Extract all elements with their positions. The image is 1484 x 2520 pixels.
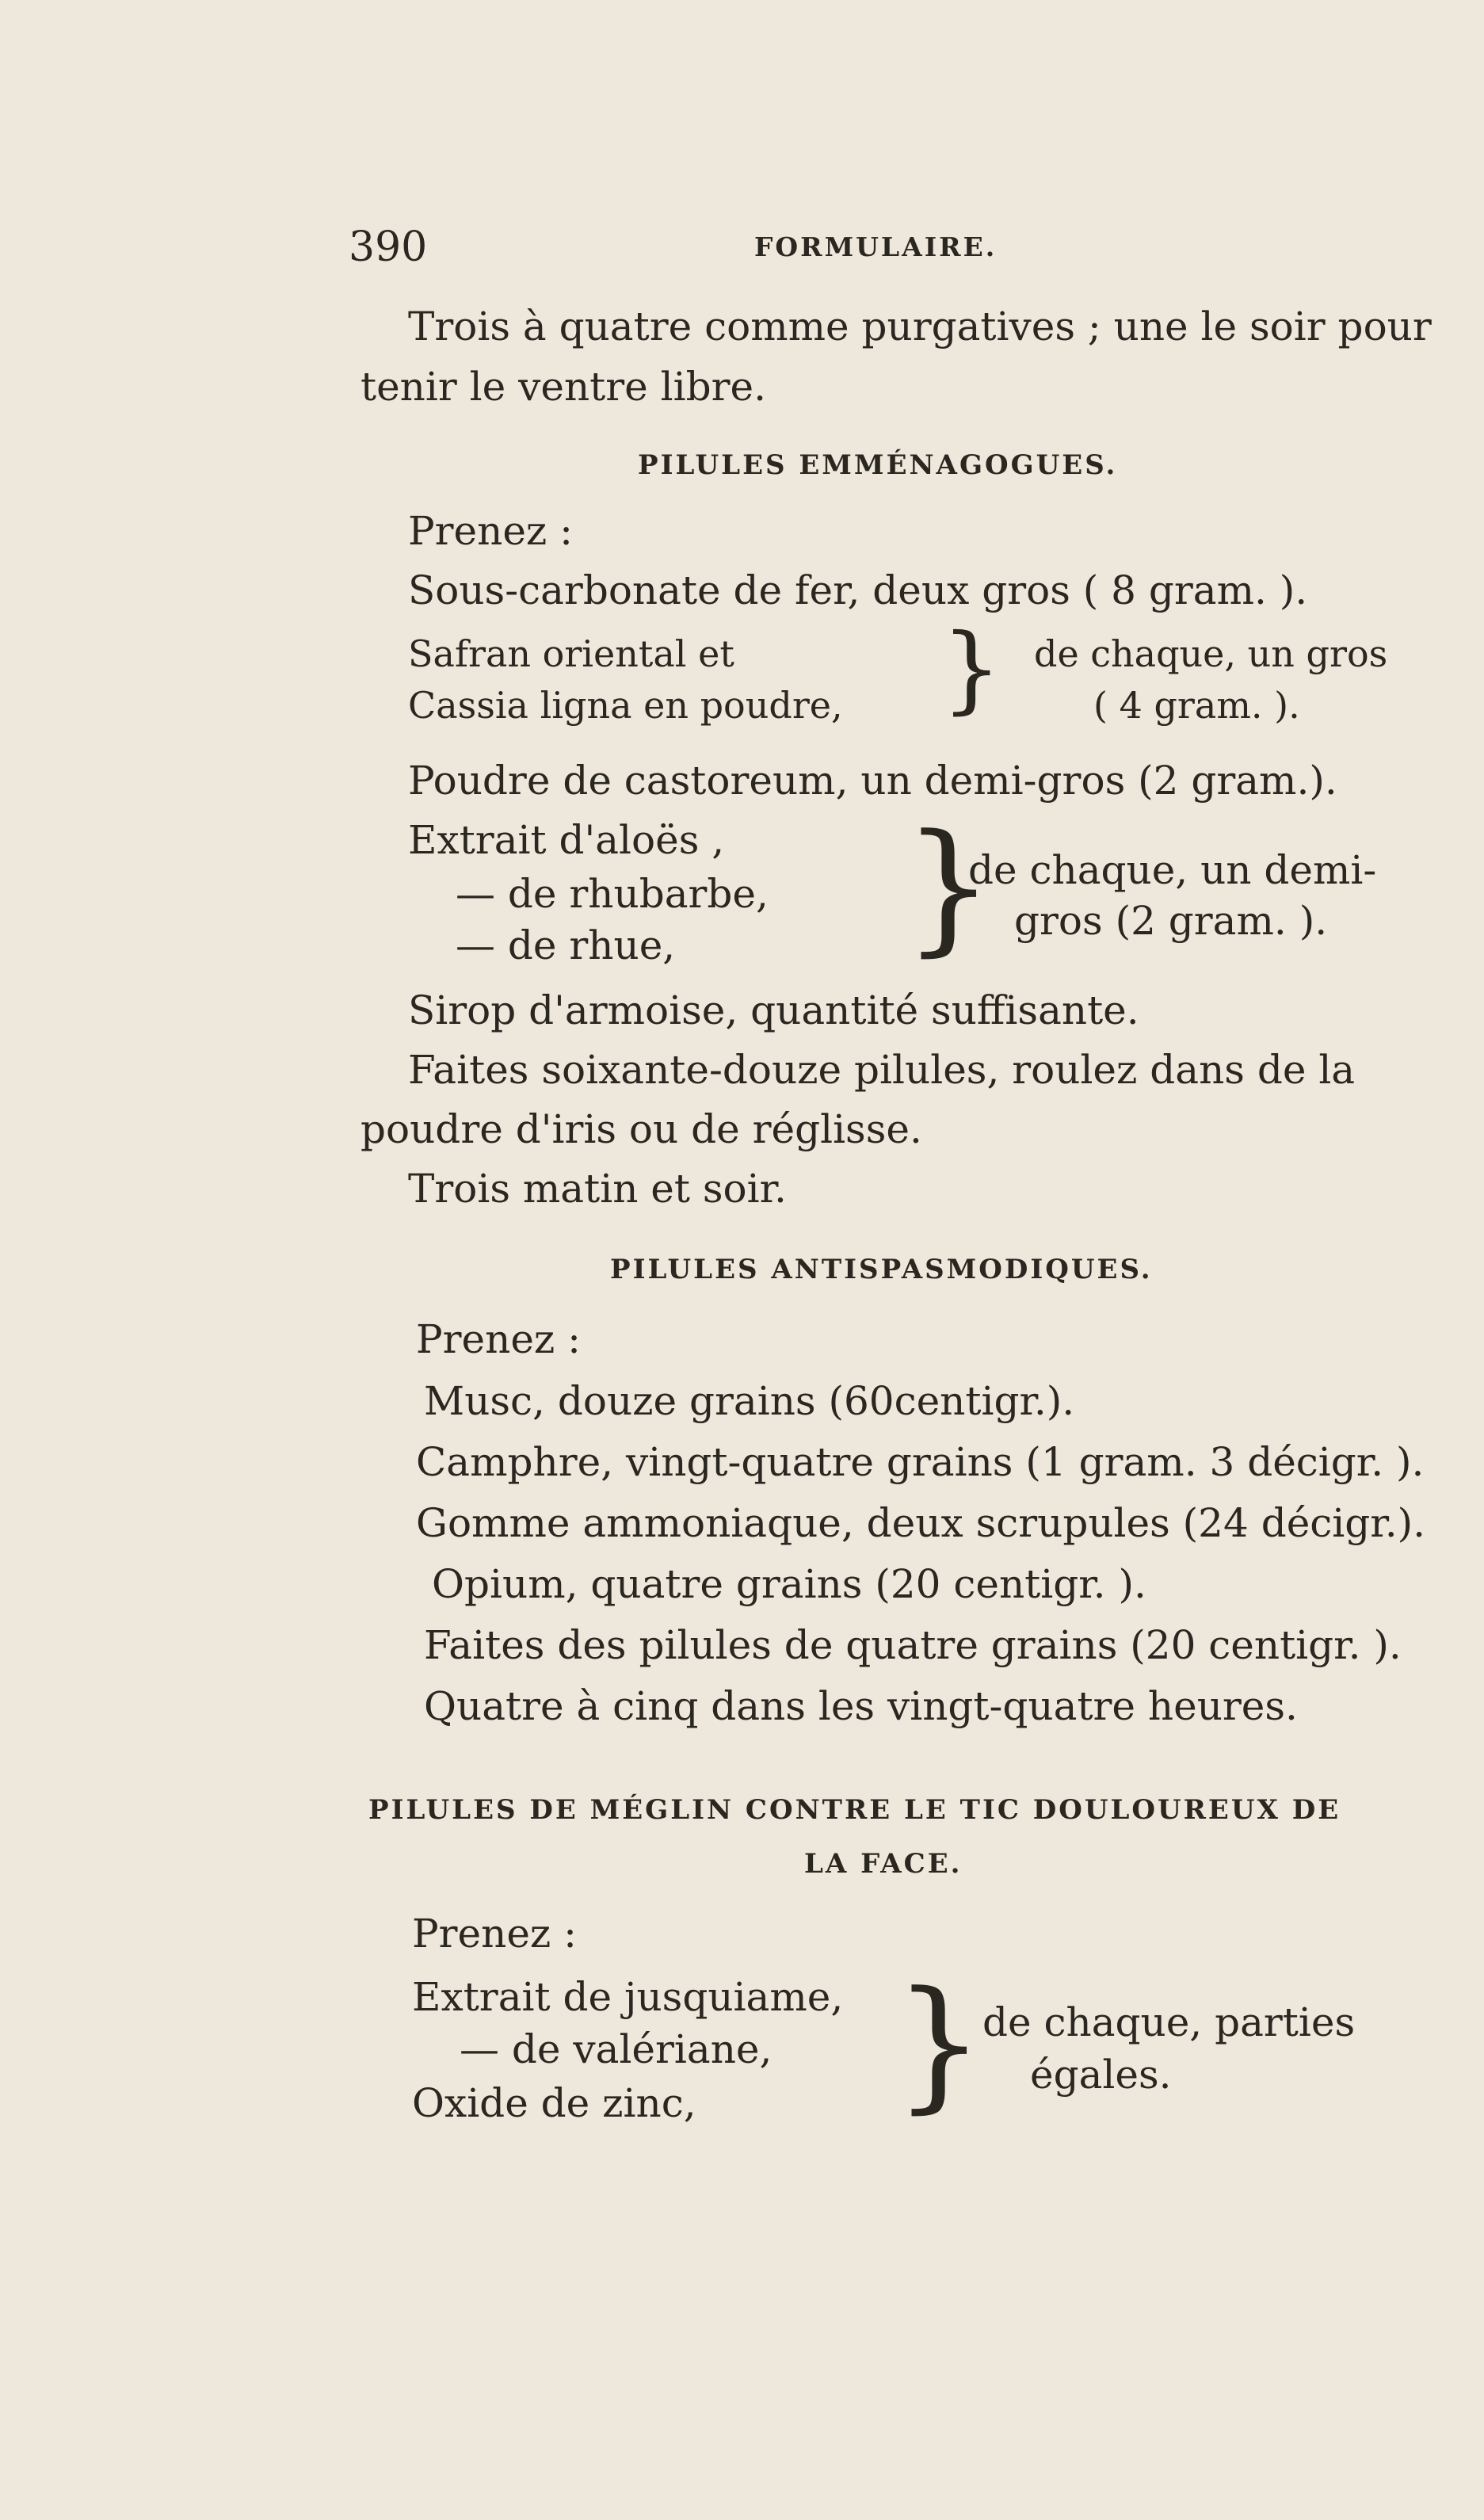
ingredient-sirop: Sirop d'armoise, quantité suffisante. (408, 987, 1139, 1033)
prenez-1: Prenez : (408, 508, 574, 554)
dose-meglin-1: de chaque, parties (982, 1999, 1356, 2045)
dose-emmenagogues: Trois matin et soir. (408, 1166, 787, 1212)
ingredient-jusquiame: Extrait de jusquiame, (412, 1974, 844, 2020)
intro-line-2: tenir le ventre libre. (361, 364, 767, 410)
ingredient-rhubarbe: — de rhubarbe, (456, 871, 769, 917)
ingredient-aloes: Extrait d'aloës , (408, 817, 725, 863)
ingredient-opium: Opium, quatre grains (20 centigr. ). (432, 1561, 1146, 1607)
ingredient-zinc: Oxide de zinc, (412, 2080, 696, 2126)
ingredient-camphre: Camphre, vingt-quatre grains (1 gram. 3 décigr. ). (416, 1439, 1425, 1485)
dose-antispasmodiques: Quatre à cinq dans les vingt-quatre heures. (424, 1683, 1298, 1729)
ingredient-musc: Musc, douze grains (60centigr.). (424, 1378, 1075, 1424)
page-number: 390 (349, 223, 428, 271)
brace-3: } (894, 1961, 985, 2127)
instructions-line-1: Faites soixante-douze pilules, roulez dans de la (408, 1047, 1356, 1093)
dose-aloes-2: gros (2 gram. ). (1014, 898, 1328, 944)
section-title-meglin-1: PILULES DE MÉGLIN CONTRE LE TIC DOULOUREUX DE (368, 1794, 1341, 1826)
instructions-line-2: poudre d'iris ou de réglisse. (361, 1106, 922, 1152)
dose-safran-2: ( 4 gram. ). (1093, 684, 1300, 727)
section-title-antispasmodiques: PILULES ANTISPASMODIQUES. (610, 1254, 1153, 1285)
prenez-3: Prenez : (412, 1911, 578, 1957)
ingredient-valeriane: — de valériane, (460, 2026, 773, 2072)
ingredient-sous-carbonate: Sous-carbonate de fer, deux gros ( 8 gram. ). (408, 567, 1308, 613)
ingredient-gomme: Gomme ammoniaque, deux scrupules (24 décigr.). (416, 1500, 1425, 1546)
ingredient-safran: Safran oriental et (408, 632, 734, 675)
dose-aloes-1: de chaque, un demi- (968, 847, 1377, 893)
prenez-2: Prenez : (416, 1316, 582, 1362)
brace-1: } (941, 614, 1002, 724)
ingredient-cassia: Cassia ligna en poudre, (408, 684, 843, 727)
section-title-emmenagogues: PILULES EMMÉNAGOGUES. (638, 449, 1118, 481)
running-title: FORMULAIRE. (754, 231, 998, 262)
ingredient-rhue: — de rhue, (456, 922, 676, 968)
ingredient-castoreum: Poudre de castoreum, un demi-gros (2 gram.). (408, 758, 1337, 804)
dose-meglin-2: égales. (1030, 2052, 1172, 2098)
intro-line-1: Trois à quatre comme purgatives ; une le soir pour (408, 304, 1432, 349)
dose-safran-1: de chaque, un gros (1034, 632, 1388, 675)
instructions-antispasmodiques: Faites des pilules de quatre grains (20 centigr. ). (424, 1622, 1402, 1668)
section-title-meglin-2: LA FACE. (804, 1848, 963, 1880)
brace-2: } (903, 804, 994, 970)
